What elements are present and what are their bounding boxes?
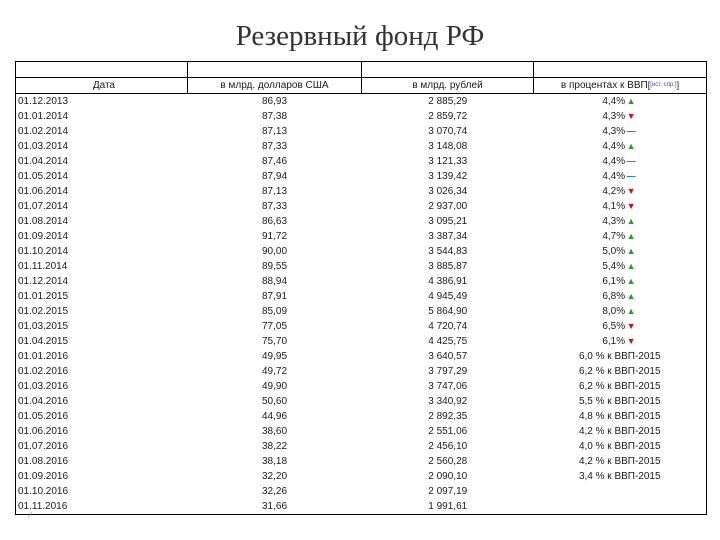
cell-pct-value: 5,0% bbox=[602, 246, 626, 257]
table-row bbox=[16, 184, 707, 199]
cell-pct-value: 6,2 % к ВВП-2015 bbox=[578, 366, 661, 377]
cell-pct-value: 6,1% bbox=[602, 276, 626, 287]
cell-pct bbox=[534, 169, 707, 184]
table-row bbox=[16, 334, 707, 349]
cell-rub: 3 070,74 bbox=[428, 126, 468, 137]
cell-pct-value: 5,5 % к ВВП-2015 bbox=[578, 396, 661, 407]
cell-rub: 5 864,90 bbox=[428, 306, 468, 317]
cell-date: 01.02.2016 bbox=[16, 364, 188, 379]
cell-date: 01.07.2016 bbox=[16, 439, 188, 454]
cell-pct bbox=[534, 379, 707, 394]
reserve-fund-table bbox=[15, 61, 707, 515]
cell-usd: 38,22 bbox=[261, 441, 288, 452]
table-row bbox=[16, 289, 707, 304]
header-pct bbox=[534, 78, 707, 94]
cell-pct-value: 4,2% bbox=[602, 186, 626, 197]
cell-rub: 3 387,34 bbox=[428, 231, 468, 242]
cell-rub: 2 097,19 bbox=[428, 486, 468, 497]
cell-pct-value: 6,0 % к ВВП-2015 bbox=[578, 351, 661, 362]
trend-up-icon: ▲ bbox=[626, 261, 636, 271]
cell-usd: 87,33 bbox=[261, 141, 288, 152]
table-body bbox=[16, 94, 707, 515]
cell-pct-value: 4,2 % к ВВП-2015 bbox=[578, 426, 661, 437]
cell-pct-value: 6,2 % к ВВП-2015 bbox=[578, 381, 661, 392]
corner-mark: ⁄ bbox=[30, 510, 32, 520]
trend-up-icon: ▲ bbox=[626, 216, 636, 226]
cell-pct bbox=[534, 214, 707, 229]
cell-pct bbox=[534, 94, 707, 110]
cell-pct bbox=[534, 409, 707, 424]
cell-pct-value: 4,1% bbox=[602, 201, 626, 212]
cell-rub: 2 090,10 bbox=[428, 471, 468, 482]
table-row bbox=[16, 394, 707, 409]
table-row bbox=[16, 229, 707, 244]
cell-rub: 4 720,74 bbox=[428, 321, 468, 332]
cell-pct bbox=[534, 424, 707, 439]
cell-usd: 87,94 bbox=[261, 171, 288, 182]
cell-pct bbox=[534, 229, 707, 244]
cell-pct bbox=[534, 199, 707, 214]
cell-date: 01.02.2014 bbox=[16, 124, 188, 139]
cell-rub: 3 340,92 bbox=[428, 396, 468, 407]
trend-down-icon: ▼ bbox=[626, 336, 636, 346]
cell-rub: 2 885,29 bbox=[428, 96, 468, 107]
cell-pct bbox=[534, 304, 707, 319]
cell-rub: 3 640,57 bbox=[428, 351, 468, 362]
trend-down-icon: ▼ bbox=[626, 186, 636, 196]
table-row bbox=[16, 274, 707, 289]
cell-date: 01.01.2015 bbox=[16, 289, 188, 304]
cell-pct bbox=[534, 289, 707, 304]
cell-rub: 3 095,21 bbox=[428, 216, 468, 227]
cell-rub: 2 859,72 bbox=[428, 111, 468, 122]
cell-pct bbox=[534, 274, 707, 289]
cell-usd: 91,72 bbox=[261, 231, 288, 242]
cell-date: 01.05.2014 bbox=[16, 169, 188, 184]
cell-pct-value: 4,7% bbox=[602, 231, 626, 242]
table-row bbox=[16, 319, 707, 334]
cell-usd: 32,20 bbox=[261, 471, 288, 482]
cell-pct bbox=[534, 244, 707, 259]
cell-pct bbox=[534, 334, 707, 349]
trend-up-icon: ▲ bbox=[626, 96, 636, 106]
cell-pct-value: 6,1% bbox=[602, 336, 626, 347]
cell-usd: 87,13 bbox=[261, 186, 288, 197]
cell-usd: 75,70 bbox=[261, 336, 288, 347]
cell-pct-value: 6,8% bbox=[602, 291, 626, 302]
cell-pct bbox=[534, 184, 707, 199]
header-pct-bracket-open: [ bbox=[647, 80, 651, 90]
cell-rub: 2 560,28 bbox=[428, 456, 468, 467]
table-row bbox=[16, 304, 707, 319]
cell-usd: 49,72 bbox=[261, 366, 288, 377]
cell-usd: 31,66 bbox=[188, 499, 362, 515]
cell-usd: 32,26 bbox=[261, 486, 288, 497]
table-row bbox=[16, 499, 707, 515]
cell-pct bbox=[534, 124, 707, 139]
cell-pct bbox=[534, 484, 707, 499]
table-row bbox=[16, 259, 707, 274]
table-row bbox=[16, 214, 707, 229]
cell-usd: 87,46 bbox=[261, 156, 288, 167]
cell-pct bbox=[534, 154, 707, 169]
header-blank-row bbox=[16, 62, 707, 78]
cell-usd: 87,38 bbox=[261, 111, 288, 122]
header-rub: в млрд. рублей bbox=[362, 78, 534, 94]
cell-date: 01.11.2016 bbox=[16, 499, 188, 515]
table-row bbox=[16, 199, 707, 214]
trend-up-icon: ▲ bbox=[626, 291, 636, 301]
cell-pct-value: 4,4% bbox=[602, 156, 626, 167]
cell-date: 01.12.2014 bbox=[16, 274, 188, 289]
cell-rub: 3 885,87 bbox=[428, 261, 468, 272]
cell-usd: 50,60 bbox=[261, 396, 288, 407]
table-row bbox=[16, 439, 707, 454]
cell-usd: 77,05 bbox=[261, 321, 288, 332]
cell-date: 01.09.2014 bbox=[16, 229, 188, 244]
trend-up-icon: ▲ bbox=[626, 306, 636, 316]
cell-pct-value: 3,4 % к ВВП-2015 bbox=[578, 471, 661, 482]
cell-pct bbox=[534, 469, 707, 484]
header-row bbox=[16, 78, 707, 94]
cell-usd: 88,94 bbox=[261, 276, 288, 287]
table-row bbox=[16, 484, 707, 499]
cell-usd: 90,00 bbox=[261, 246, 288, 257]
cell-pct bbox=[534, 499, 707, 515]
trend-flat-icon: — bbox=[626, 171, 636, 181]
cell-date: 01.04.2015 bbox=[16, 334, 188, 349]
cell-rub: 2 551,06 bbox=[428, 426, 468, 437]
table-row bbox=[16, 154, 707, 169]
source-note-link[interactable]: [ист. спр.] bbox=[650, 82, 677, 88]
cell-rub: 3 797,29 bbox=[428, 366, 468, 377]
cell-usd: 86,93 bbox=[261, 96, 288, 107]
cell-rub: 3 139,42 bbox=[428, 171, 468, 182]
cell-usd: 38,18 bbox=[261, 456, 288, 467]
table-row bbox=[16, 364, 707, 379]
cell-pct-value: 4,8 % к ВВП-2015 bbox=[578, 411, 661, 422]
cell-rub: 1 991,61 bbox=[362, 499, 534, 515]
cell-pct bbox=[534, 439, 707, 454]
table-row bbox=[16, 94, 707, 110]
cell-pct-value: 4,4% bbox=[602, 96, 626, 107]
header-date: Дата bbox=[16, 78, 188, 94]
trend-flat-icon: — bbox=[626, 126, 636, 136]
cell-rub: 3 121,33 bbox=[428, 156, 468, 167]
cell-pct bbox=[534, 319, 707, 334]
cell-pct-value: 4,3% bbox=[602, 111, 626, 122]
cell-date: 01.10.2016 bbox=[16, 484, 188, 499]
header-pct-label: в процентах к ВВП bbox=[560, 80, 648, 91]
table-row bbox=[16, 349, 707, 364]
cell-date: 01.11.2014 bbox=[16, 259, 188, 274]
cell-date: 01.07.2014 bbox=[16, 199, 188, 214]
cell-pct-value: 8,0% bbox=[602, 306, 626, 317]
cell-usd: 87,91 bbox=[261, 291, 288, 302]
trend-up-icon: ▲ bbox=[626, 246, 636, 256]
cell-date: 01.04.2014 bbox=[16, 154, 188, 169]
cell-date: 01.02.2015 bbox=[16, 304, 188, 319]
trend-down-icon: ▼ bbox=[626, 201, 636, 211]
cell-usd: 87,33 bbox=[261, 201, 288, 212]
trend-up-icon: ▲ bbox=[626, 141, 636, 151]
cell-usd: 85,09 bbox=[261, 306, 288, 317]
cell-rub: 4 425,75 bbox=[428, 336, 468, 347]
cell-rub: 2 892,35 bbox=[428, 411, 468, 422]
cell-usd: 49,90 bbox=[261, 381, 288, 392]
cell-date: 01.05.2016 bbox=[16, 409, 188, 424]
cell-pct-value: 4,3% bbox=[602, 126, 626, 137]
cell-rub: 3 544,83 bbox=[428, 246, 468, 257]
cell-pct-value: 4,2 % к ВВП-2015 bbox=[578, 456, 661, 467]
cell-rub: 4 386,91 bbox=[428, 276, 468, 287]
cell-date: 01.09.2016 bbox=[16, 469, 188, 484]
cell-pct-value: 5,4% bbox=[602, 261, 626, 272]
cell-date: 01.03.2015 bbox=[16, 319, 188, 334]
cell-rub: 2 456,10 bbox=[428, 441, 468, 452]
cell-pct-value: 4,4% bbox=[602, 171, 626, 182]
cell-date: 01.10.2014 bbox=[16, 244, 188, 259]
cell-date: 01.06.2014 bbox=[16, 184, 188, 199]
table-row bbox=[16, 139, 707, 154]
table-row bbox=[16, 169, 707, 184]
cell-pct-value: 6,5% bbox=[602, 321, 626, 332]
cell-date: 01.01.2014 bbox=[16, 109, 188, 124]
trend-up-icon: ▲ bbox=[626, 231, 636, 241]
cell-pct bbox=[534, 364, 707, 379]
cell-date: 01.03.2014 bbox=[16, 139, 188, 154]
cell-rub: 3 148,08 bbox=[428, 141, 468, 152]
cell-date: 01.04.2016 bbox=[16, 394, 188, 409]
cell-usd: 49,95 bbox=[261, 351, 288, 362]
cell-pct-value: 4,4% bbox=[602, 141, 626, 152]
table-row bbox=[16, 124, 707, 139]
cell-usd: 86,63 bbox=[261, 216, 288, 227]
table-row bbox=[16, 109, 707, 124]
cell-date: 01.08.2016 bbox=[16, 454, 188, 469]
cell-usd: 44,96 bbox=[261, 411, 288, 422]
header-usd: в млрд. долларов США bbox=[188, 78, 362, 94]
cell-pct bbox=[534, 454, 707, 469]
cell-usd: 87,13 bbox=[261, 126, 288, 137]
table-row bbox=[16, 379, 707, 394]
trend-down-icon: ▼ bbox=[626, 111, 636, 121]
cell-pct bbox=[534, 259, 707, 274]
cell-rub: 3 026,34 bbox=[428, 186, 468, 197]
header-pct-bracket-close: ] bbox=[676, 80, 680, 90]
trend-flat-icon: — bbox=[626, 156, 636, 166]
table-row bbox=[16, 454, 707, 469]
table-row bbox=[16, 469, 707, 484]
cell-pct bbox=[534, 109, 707, 124]
cell-date: 01.03.2016 bbox=[16, 379, 188, 394]
table-row bbox=[16, 424, 707, 439]
cell-pct-value: 4,0 % к ВВП-2015 bbox=[578, 441, 661, 452]
trend-down-icon: ▼ bbox=[626, 321, 636, 331]
page-title: Резервный фонд РФ bbox=[235, 20, 485, 52]
cell-pct bbox=[534, 139, 707, 154]
table-row bbox=[16, 409, 707, 424]
table-row bbox=[16, 244, 707, 259]
cell-pct bbox=[534, 349, 707, 364]
cell-rub: 4 945,49 bbox=[428, 291, 468, 302]
trend-up-icon: ▲ bbox=[626, 276, 636, 286]
cell-usd: 89,55 bbox=[261, 261, 288, 272]
cell-date: 01.08.2014 bbox=[16, 214, 188, 229]
cell-pct-value: 4,3% bbox=[602, 216, 626, 227]
cell-date: 01.12.2013 bbox=[16, 94, 188, 110]
cell-rub: 3 747,06 bbox=[428, 381, 468, 392]
cell-usd: 38,60 bbox=[261, 426, 288, 437]
cell-date: 01.01.2016 bbox=[16, 349, 188, 364]
cell-date: 01.06.2016 bbox=[16, 424, 188, 439]
cell-pct bbox=[534, 394, 707, 409]
cell-rub: 2 937,00 bbox=[428, 201, 468, 212]
